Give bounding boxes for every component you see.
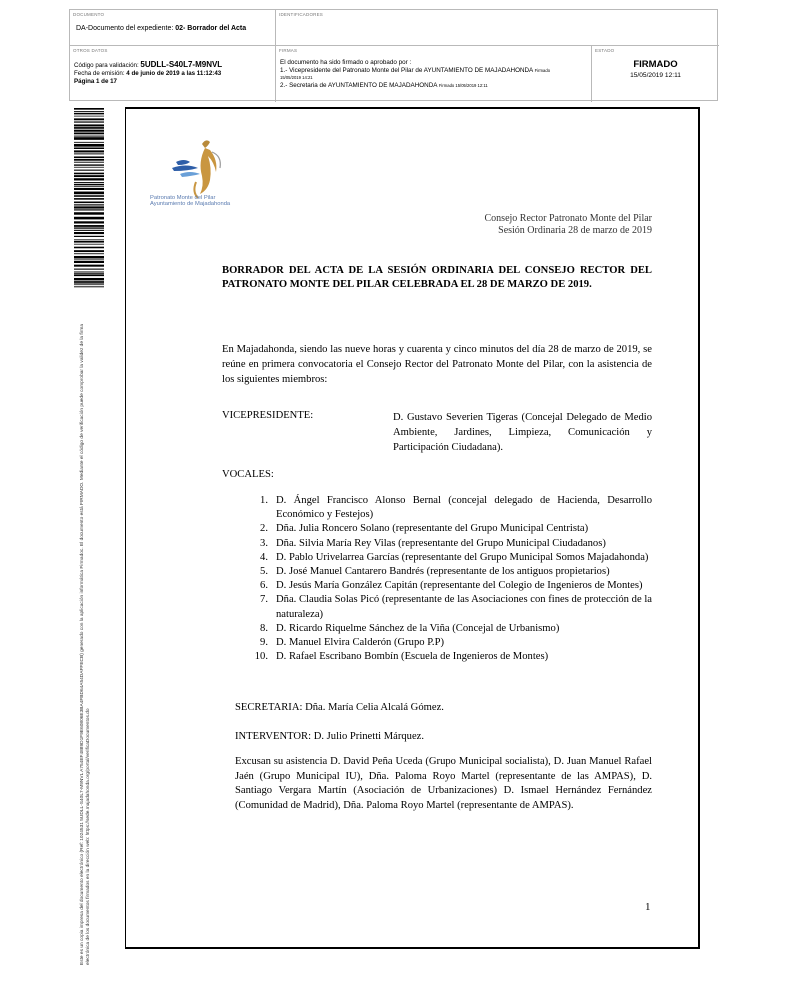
- estado-label: ESTADO: [595, 48, 615, 53]
- running-header-line-1: Consejo Rector Patronato Monte del Pilar: [484, 213, 652, 224]
- list-item-text: D. José Manuel Cantarero Bandrés (representante de los antiguos propietarios): [276, 566, 610, 578]
- header-identifiers-cell: [276, 10, 719, 46]
- list-item-text: Dña. Claudia Solas Picó (representante de las Asociaciones con fines de protección de la naturaleza): [276, 594, 652, 620]
- list-item-number: 5.: [260, 566, 268, 578]
- list-item-text: D. Ángel Francisco Alonso Bernal (concejal delegado de Hacienda, Desarrollo Económico y Festejos): [276, 495, 652, 521]
- list-item: [248, 622, 652, 636]
- documento-label: DOCUMENTO: [73, 12, 105, 17]
- page-count: Página 1 de 17: [74, 78, 117, 86]
- list-item-number: 7.: [260, 594, 268, 606]
- list-item-text: D. Manuel Elvira Calderón (Grupo P.P): [276, 637, 444, 649]
- signature-2: 2.- Secretaria de AYUNTAMIENTO DE MAJADAHONDA Firmado 15/05/2019 12:11: [280, 81, 488, 89]
- otros-datos-label: OTROS DATOS: [73, 48, 108, 53]
- signature-1: 1.- Vicepresidente del Patronato Monte del Pilar de AYUNTAMIENTO DE MAJADAHONDA Firmado: [280, 66, 551, 74]
- status-date: 15/05/2019 12:11: [630, 72, 681, 79]
- list-item-number: 3.: [260, 537, 268, 549]
- header-other-data-cell: [70, 46, 276, 102]
- list-item: [248, 650, 652, 664]
- document-header: [69, 9, 718, 101]
- list-item-number: 4.: [260, 551, 268, 563]
- list-item-text: D. Ricardo Riquelme Sánchez de la Viña (Concejal de Urbanismo): [276, 622, 560, 634]
- vicepresidente-label: VICEPRESIDENTE:: [222, 410, 314, 421]
- header-document-cell: [70, 10, 276, 46]
- list-item-text: D. Pablo Urivelarrea Garcías (representante del Grupo Municipal Somos Majadahonda): [276, 551, 649, 563]
- interventor-line: INTERVENTOR: D. Julio Prinetti Márquez.: [235, 731, 425, 742]
- list-item-number: 9.: [260, 637, 268, 649]
- list-item-number: 10.: [254, 651, 268, 663]
- vicepresidente-text: D. Gustavo Severien Tigeras (Concejal Delegado de Medio Ambiente, Jardines, Limpieza, Comunicación y Participación Ciudadana).: [393, 412, 652, 454]
- document-title: DA-Documento del expediente: 02- Borrador del Acta: [76, 25, 247, 32]
- identificadores-label: IDENTIFICADORES: [279, 12, 324, 17]
- list-item: [248, 522, 652, 536]
- list-item-number: 8.: [260, 622, 268, 634]
- list-item: [248, 579, 652, 593]
- firmas-label: FIRMAS: [279, 48, 298, 53]
- document-running-header: [485, 213, 652, 236]
- logo-caption-2: Ayuntamiento de Majadahonda: [150, 201, 231, 207]
- signatures-intro: El documento ha sido firmado o aprobado por :: [280, 59, 412, 66]
- list-item-number: 6.: [260, 580, 268, 592]
- list-item-text: D. Rafael Escribano Bombín (Escuela de Ingenieros de Montes): [276, 651, 549, 663]
- logo-caption-1: Patronato Monte del Pilar: [150, 195, 216, 201]
- barcode-icon: [74, 108, 104, 288]
- verification-sidebar-text: Este es un copia impresa del documento electrónico (Ref: 1024531 5UDLL-S40L7-M9NVL A754EF4889D1F9E60806E3BA4FBD64A54DAFFECB) generado con la aplicación informática Firmadoc. El documento está FIRMADO. Mediante el código de verificación puede comprobar la validez de la firma electrónica de los documentos firmados en la dirección web: https://sede.majadahonda.org/portal/verificaDocumentos.do: [80, 323, 91, 965]
- status-badge: FIRMADO: [633, 59, 678, 70]
- header-signatures-cell: [276, 46, 592, 102]
- excusan-paragraph: Excusan su asistencia D. David Peña Uceda (Grupo Municipal socialista), D. Juan Manuel Rafael Jaén (Grupo Municipal IU), Dña. Paloma Royo Martel (representante de las AMPAS), D. Santiago Vergara Martín (Asociación de Urbanizaciones) D. Ismael Hernández Fernández (Comunidad de Madrid), Dña. Paloma Royo Martel (representante de AMPAS).: [235, 756, 652, 811]
- list-item-text: D. Jesús María González Capitán (representante del Colegio de Ingenieros de Montes): [276, 580, 643, 592]
- signature-1-date: 15/05/2019 14:21: [280, 75, 313, 80]
- list-item: [248, 551, 652, 565]
- act-title: BORRADOR DEL ACTA DE LA SESIÓN ORDINARIA DEL CONSEJO RECTOR DEL PATRONATO MONTE DEL PILAR CELEBRADA EL 28 DE MARZO DE 2019.: [222, 265, 652, 291]
- list-item-text: Dña. Julia Roncero Solano (representante del Grupo Municipal Centrista): [276, 523, 589, 535]
- list-item: [248, 537, 652, 551]
- list-item: [248, 593, 652, 621]
- validation-code: Código para validación: 5UDLL-S40L7-M9NVL: [74, 60, 223, 69]
- list-item-text: Dña. Silvia María Rey Vilas (representante del Grupo Municipal Ciudadanos): [276, 537, 606, 549]
- list-item-number: 2.: [260, 523, 268, 535]
- intro-paragraph: En Majadahonda, siendo las nueve horas y cuarenta y cinco minutos del día 28 de marzo de 2019, se reúne en primera convocatoria el Consejo Rector del Patronato Monte del Pilar, con la asistencia de los siguientes miembros:: [222, 344, 652, 386]
- list-item: [248, 565, 652, 579]
- vocales-label: VOCALES:: [222, 469, 274, 480]
- secretaria-line: SECRETARIA: Dña. María Celia Alcalá Gómez.: [235, 702, 444, 713]
- header-status-cell: [592, 46, 719, 102]
- list-item: [248, 636, 652, 650]
- running-header-line-2: Sesión Ordinaria 28 de marzo de 2019: [498, 224, 652, 236]
- list-item-number: 1.: [260, 495, 268, 506]
- list-item: [248, 494, 652, 522]
- page-number: 1: [645, 901, 651, 913]
- vocales-list: [248, 494, 652, 664]
- issue-date: Fecha de emisión: 4 de junio de 2019 a las 11:12:43: [74, 70, 222, 78]
